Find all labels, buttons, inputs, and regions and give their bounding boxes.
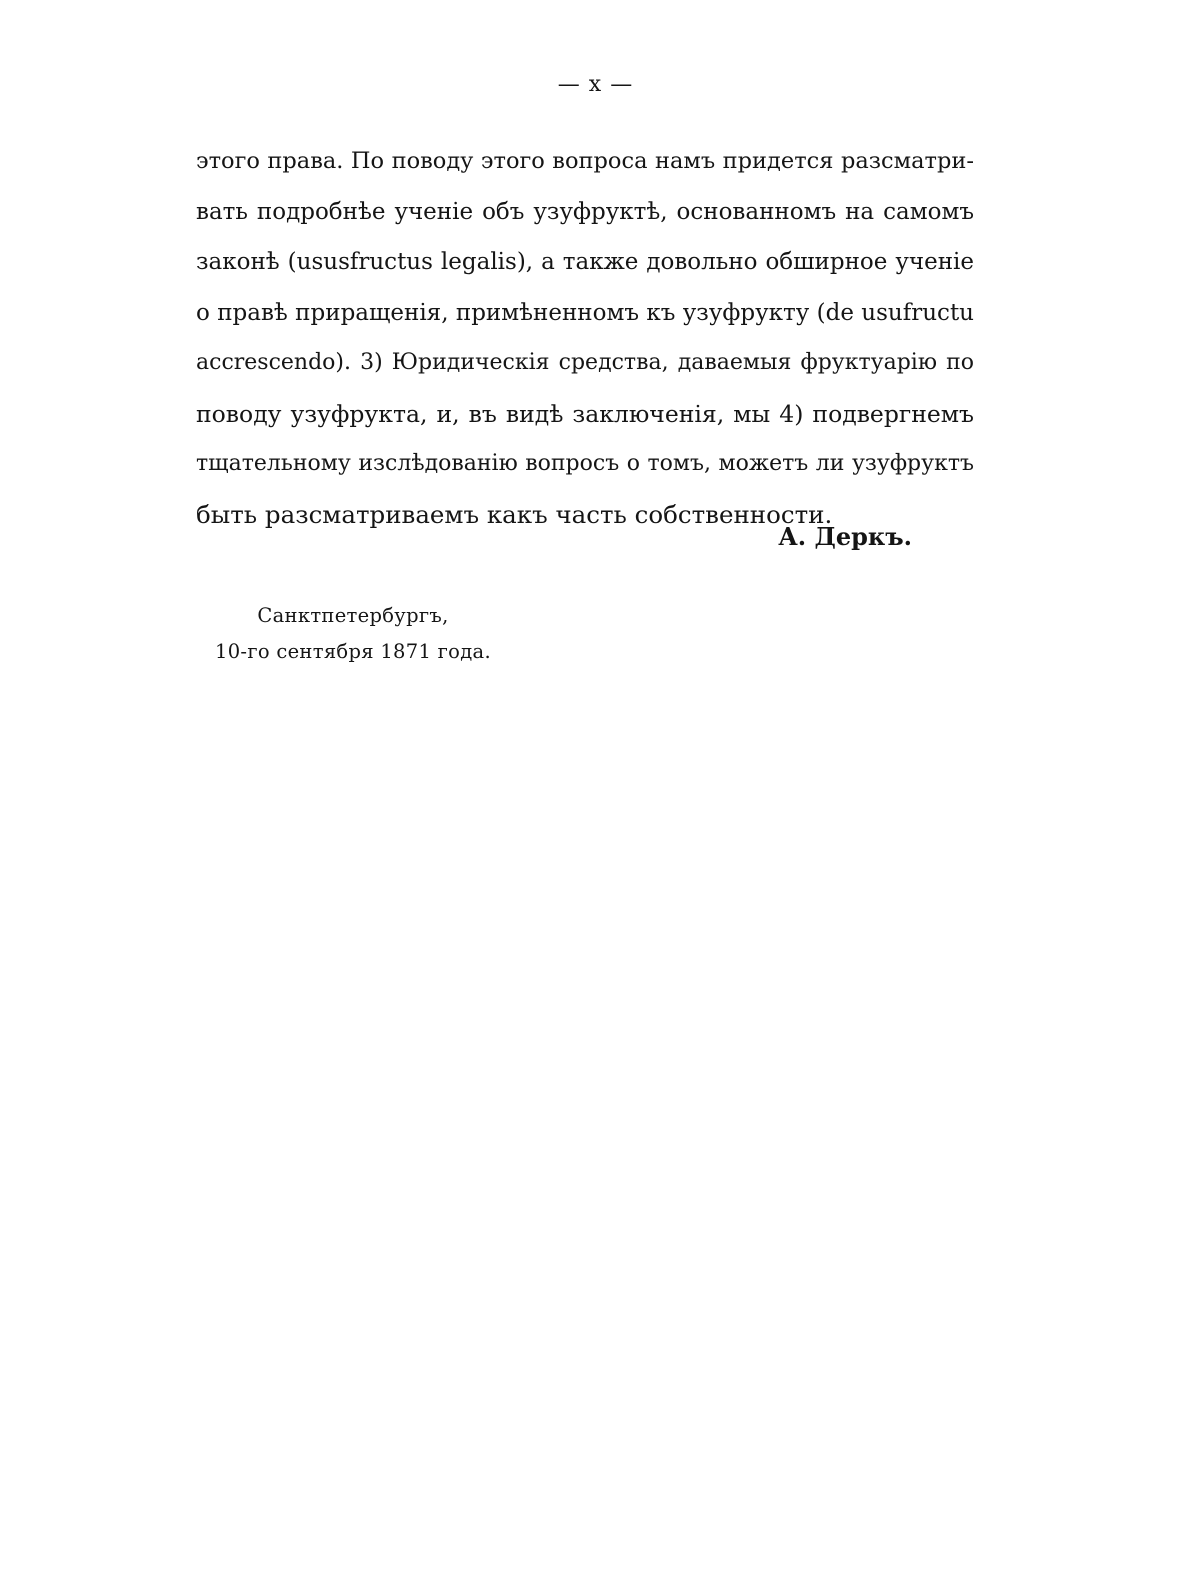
text-line: о правѣ приращенія, примѣненномъ къ узуфрукту (de usufructu — [196, 299, 974, 326]
text-line: accrescendo). 3) Юридическія средства, даваемыя фруктуарію по — [196, 350, 974, 375]
date-line: 10-го сентября 1871 года. — [215, 640, 491, 663]
text-line: этого права. По поводу этого вопроса намъ придется разсматри- — [196, 148, 974, 174]
page-number: — x — — [557, 72, 634, 97]
text-line: быть разсматриваемъ какъ часть собственности. — [196, 499, 833, 529]
place-date-block — [198, 598, 508, 670]
text-line: тщательному изслѣдованію вопросъ о томъ, можетъ ли узуфруктъ — [196, 451, 974, 476]
text-line: вать подробнѣе ученіе объ узуфруктѣ, основанномъ на самомъ — [196, 198, 974, 225]
body-paragraph — [196, 136, 974, 540]
text-line: законѣ (ususfructus legalis), а также довольно обширное ученіе — [196, 249, 974, 275]
author-signature: А. Деркъ. — [778, 522, 912, 551]
text-line: поводу узуфрукта, и, въ видѣ заключенія, мы 4) подвергнемъ — [196, 399, 974, 428]
place-line: Санктпетербургъ, — [257, 604, 449, 627]
